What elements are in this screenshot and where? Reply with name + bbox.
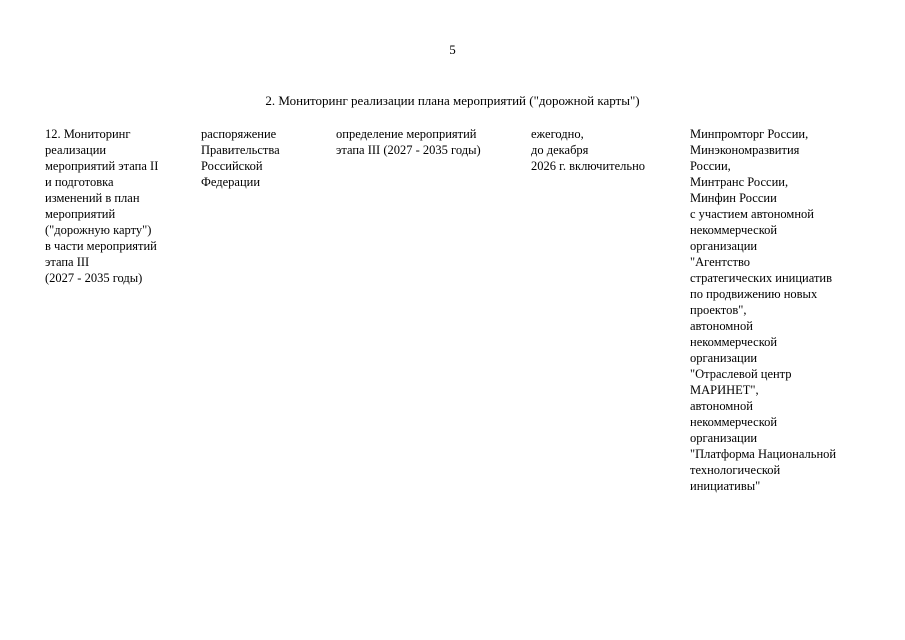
responsible-cell: Минпромторг России, Минэкономразвития России, Минтранс России, Минфин России с участием автономной некоммерческой организации "Агентство стратегических инициатив по продвижению новых проектов", автономной некоммерческой организации "Отраслевой центр МАРИНЕТ", автономной некоммерческой организации "Платформа Национальной технологической инициативы" — [690, 127, 837, 493]
measure-cell: 12. Мониторинг реализации мероприятий этапа II и подготовка изменений в план мероприятий ("дорожную карту") в части мероприятий этапа III (2027 - 2035 годы) — [45, 127, 159, 285]
deadline-cell: ежегодно, до декабря 2026 г. включительно — [531, 127, 646, 173]
section-title: 2. Мониторинг реализации плана мероприятий ("дорожной карты") — [265, 93, 640, 108]
result-cell: определение мероприятий этапа III (2027 - 2035 годы) — [336, 127, 481, 157]
document-type-cell: распоряжение Правительства Российской Федерации — [201, 127, 280, 189]
page-number: 5 — [449, 42, 456, 57]
